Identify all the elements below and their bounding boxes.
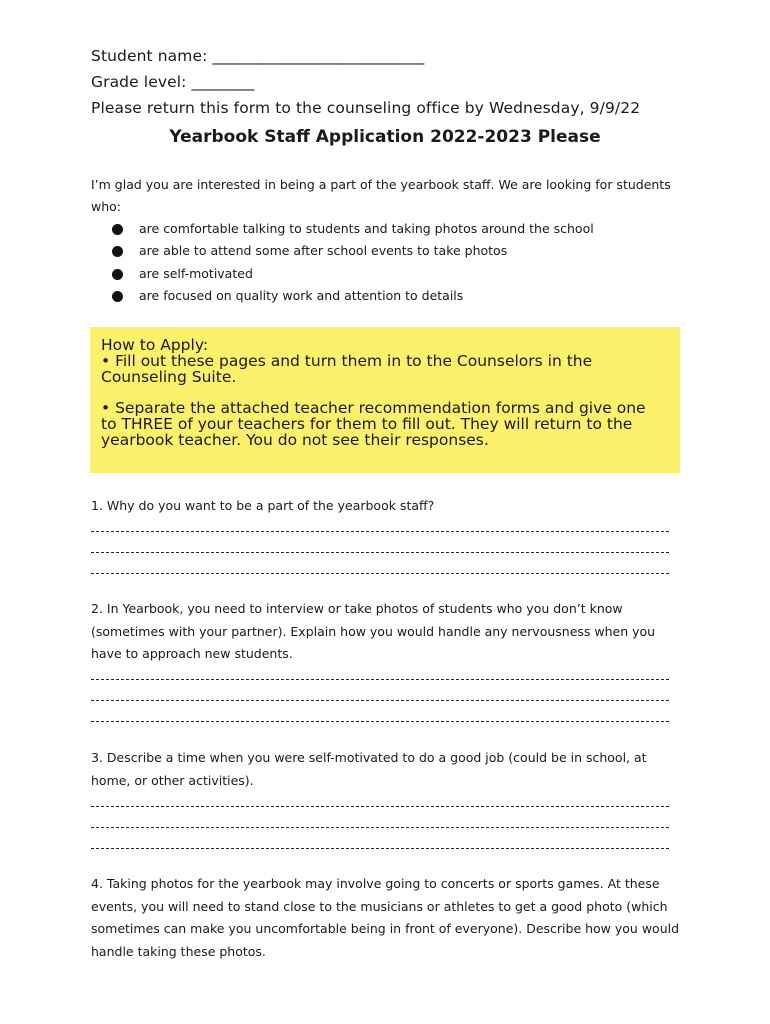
how-to-apply-box	[90, 327, 680, 473]
apply-step-2-line-2: to THREE of your teachers for them to fill out. They will return to the	[101, 415, 633, 433]
answer-line-q1-3[interactable]	[91, 573, 669, 574]
answer-line-q2-1[interactable]	[91, 679, 669, 680]
bullet-icon	[112, 246, 123, 257]
student-name-field[interactable]: Student name: ___________________________	[91, 47, 425, 65]
list-item-text: are comfortable talking to students and taking photos around the school	[139, 221, 594, 236]
list-item	[112, 218, 682, 240]
grade-level-field[interactable]: Grade level: ________	[91, 73, 255, 91]
answer-line-q2-2[interactable]	[91, 700, 669, 701]
question-2: 2. In Yearbook, you need to interview or take photos of students who you don’t know (sometimes with your partner). Explain how you would handle any nervousness when you have to approach new students.	[91, 601, 656, 661]
criteria-list	[112, 218, 682, 307]
return-instructions: Please return this form to the counseling office by Wednesday, 9/9/22	[91, 99, 641, 117]
list-item-text: are able to attend some after school events to take photos	[139, 243, 508, 259]
answer-line-q1-2[interactable]	[91, 552, 669, 553]
apply-step-2-line-3: yearbook teacher. You do not see their responses.	[101, 431, 489, 449]
list-item-text: are focused on quality work and attention to details	[139, 287, 464, 303]
apply-step-1-line-2: Counseling Suite.	[101, 368, 237, 386]
question-1: 1. Why do you want to be a part of the yearbook staff?	[91, 498, 435, 513]
answer-line-q2-3[interactable]	[91, 721, 669, 722]
intro-text: I’m glad you are interested in being a part of the yearbook staff. We are looking for students who:	[91, 177, 671, 214]
apply-step-1-line-1: • Fill out these pages and turn them in to the Counselors in the	[101, 352, 593, 370]
list-item	[112, 285, 682, 307]
question-3: 3. Describe a time when you were self-motivated to do a good job (could be in school, at home, or other activities).	[91, 750, 647, 788]
answer-line-q3-2[interactable]	[91, 827, 669, 828]
bullet-icon	[112, 291, 123, 302]
question-4: 4. Taking photos for the yearbook may involve going to concerts or sports games. At these events, you will need to stand close to the musicians or athletes to get a good photo (which sometimes can make you uncomfortable being in front of everyone). Describe how you would handle taking these photos.	[91, 876, 680, 959]
page-title: Yearbook Staff Application 2022-2023 Please	[169, 127, 601, 147]
answer-line-q3-3[interactable]	[91, 848, 669, 849]
apply-step-2-line-1: • Separate the attached teacher recommendation forms and give one	[101, 399, 646, 417]
list-item	[112, 263, 682, 285]
answer-line-q1-1[interactable]	[91, 531, 669, 532]
bullet-icon	[112, 269, 123, 280]
apply-heading: How to Apply:	[101, 336, 209, 354]
bullet-icon	[112, 224, 123, 235]
answer-line-q3-1[interactable]	[91, 806, 669, 807]
list-item	[112, 240, 682, 262]
list-item-text: are self-motivated	[139, 265, 253, 281]
